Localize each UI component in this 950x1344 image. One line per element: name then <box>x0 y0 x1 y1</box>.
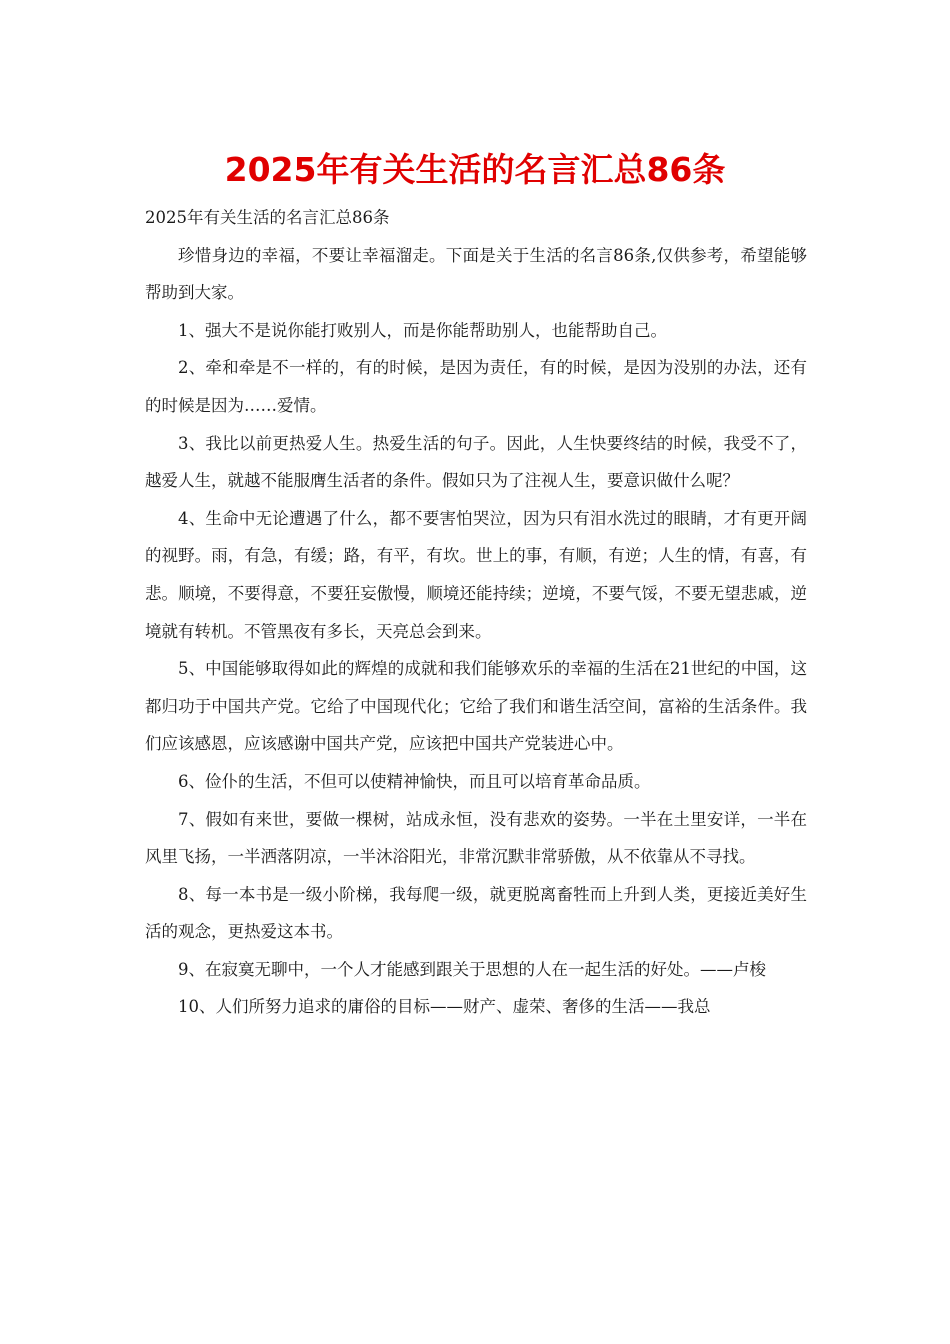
quote-paragraph-5: 5、中国能够取得如此的辉煌的成就和我们能够欢乐的幸福的生活在21世纪的中国，这都归功于中国共产党。它给了中国现代化；它给了我们和谐生活空间，富裕的生活条件。我们应该感恩，应该感谢中国共产党，应该把中国共产党装进心中。 <box>145 659 807 754</box>
quote-paragraph-7: 7、假如有来世，要做一棵树，站成永恒，没有悲欢的姿势。一半在土里安详，一半在风里飞扬，一半洒落阴凉，一半沐浴阳光，非常沉默非常骄傲，从不依靠从不寻找。 <box>145 809 807 867</box>
quote-paragraph-6: 6、俭仆的生活，不但可以使精神愉快，而且可以培育革命品质。 <box>178 771 651 791</box>
quote-paragraph-1: 1、强大不是说你能打败别人，而是你能帮助别人，也能帮助自己。 <box>178 320 667 340</box>
intro-paragraph: 珍惜身边的幸福，不要让幸福溜走。下面是关于生活的名言86条,仅供参考，希望能够帮助到大家。 <box>145 245 807 303</box>
document-subtitle: 2025年有关生活的名言汇总86条 <box>145 208 390 227</box>
quote-paragraph-3: 3、我比以前更热爱人生。热爱生活的句子。因此，人生快要终结的时候，我受不了，越爱人生，就越不能服膺生活者的条件。假如只为了注视人生，要意识做什么呢？ <box>145 433 807 491</box>
quote-paragraph-4: 4、生命中无论遭遇了什么，都不要害怕哭泣，因为只有泪水洗过的眼睛，才有更开阔的视野。雨，有急，有缓；路，有平，有坎。世上的事，有顺，有逆；人生的情，有喜，有悲。顺境，不要得意，不要狂妄傲慢，顺境还能持续；逆境，不要气馁，不要无望悲戚，逆境就有转机。不管黑夜有多长，天亮总会到来。 <box>145 508 807 641</box>
quote-paragraph-8: 8、每一本书是一级小阶梯，我每爬一级，就更脱离畜牲而上升到人类，更接近美好生活的观念，更热爱这本书。 <box>145 884 807 942</box>
quote-paragraph-2: 2、牵和牵是不一样的，有的时候，是因为责任，有的时候，是因为没别的办法，还有的时候是因为……爱情。 <box>145 358 807 415</box>
page-title: 2025年有关生活的名言汇总86条 <box>224 150 726 189</box>
quote-paragraph-10: 10、人们所努力追求的庸俗的目标——财产、虚荣、奢侈的生活——我总 <box>178 997 711 1017</box>
quote-paragraph-9: 9、在寂寞无聊中，一个人才能感到跟关于思想的人在一起生活的好处。——卢梭 <box>178 959 766 979</box>
document-body <box>145 199 807 1026</box>
